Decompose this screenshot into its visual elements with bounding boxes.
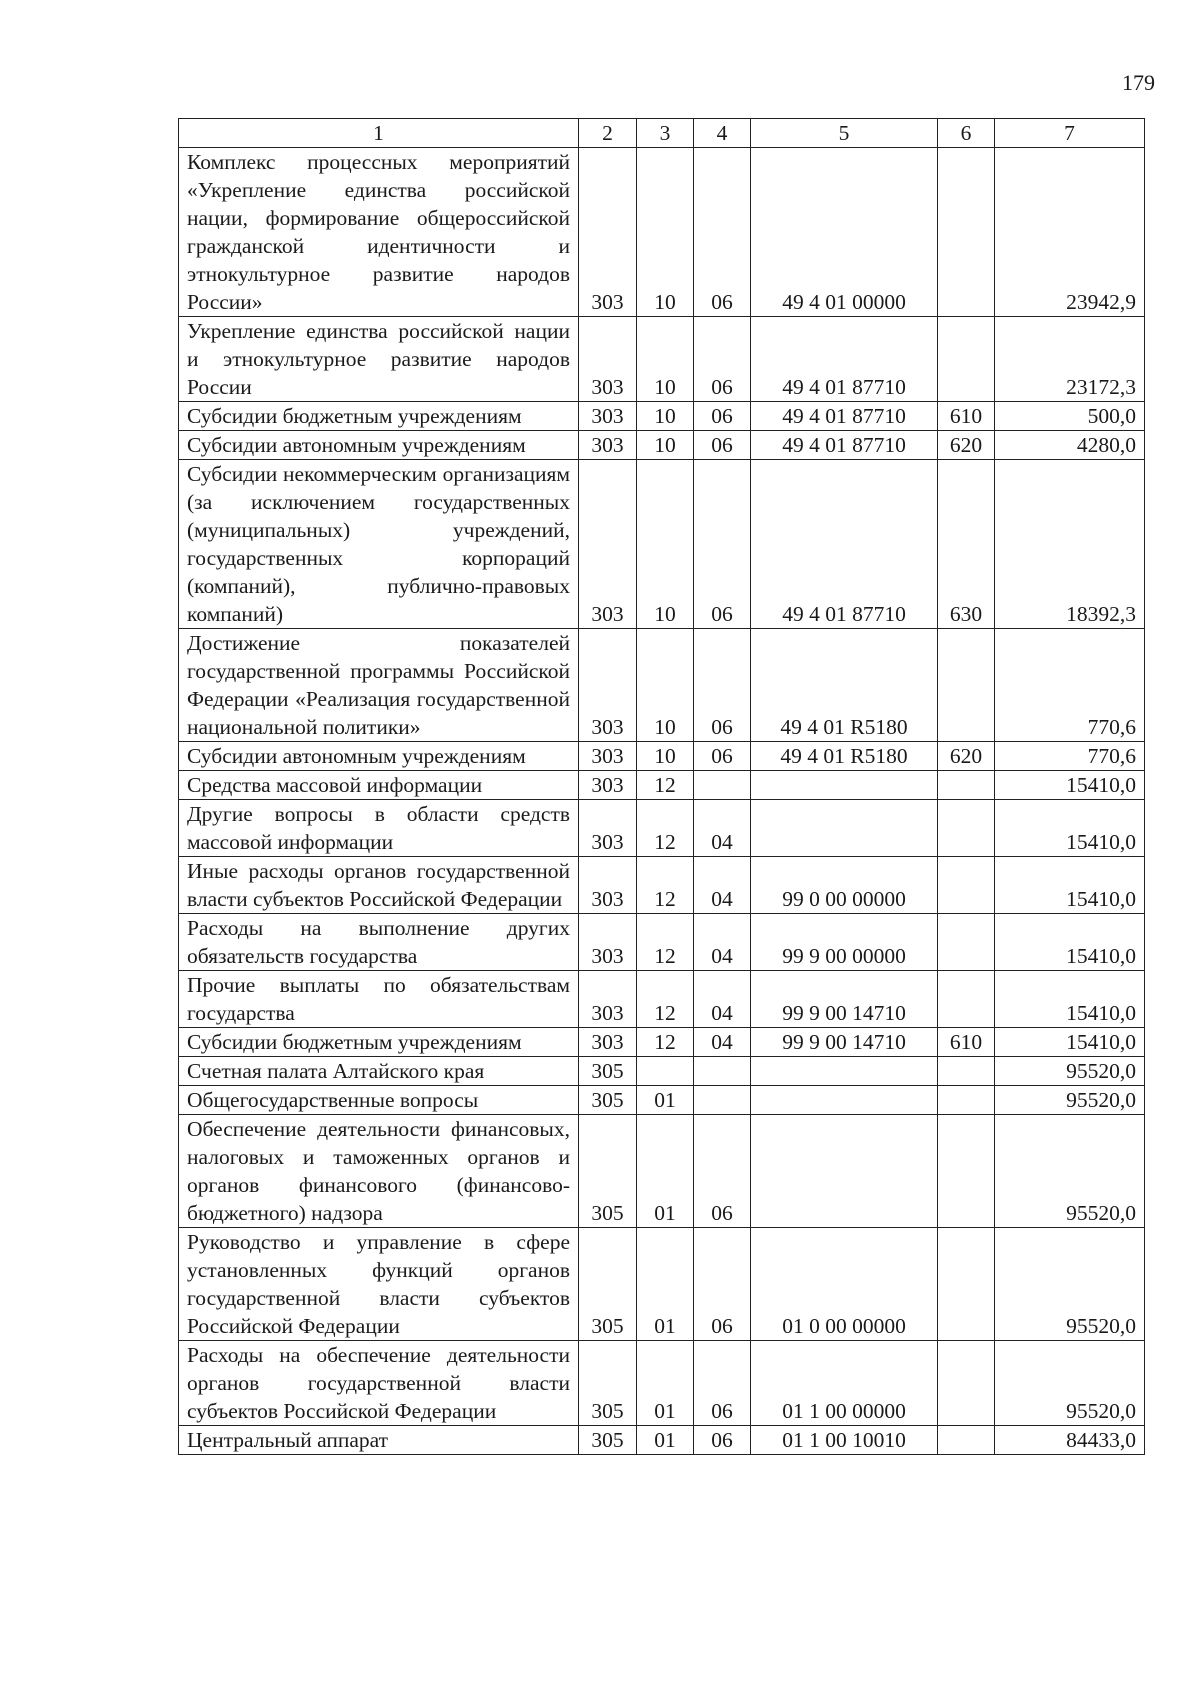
table-row — [179, 1341, 1145, 1426]
row-expense-type: 610 — [938, 402, 995, 431]
table-row — [179, 1057, 1145, 1086]
budget-table — [178, 118, 1145, 1455]
row-ministry-code: 303 — [579, 971, 637, 1028]
row-expense-type: 620 — [938, 431, 995, 460]
table-row — [179, 857, 1145, 914]
row-subsection: 06 — [694, 402, 751, 431]
row-name: Иные расходы органов государственной власти субъектов Российской Федерации — [179, 857, 579, 914]
row-subsection: 06 — [694, 629, 751, 742]
row-ministry-code: 303 — [579, 431, 637, 460]
row-section: 10 — [637, 629, 694, 742]
row-amount: 15410,0 — [995, 857, 1145, 914]
table-header — [179, 119, 1145, 148]
table-row — [179, 971, 1145, 1028]
row-ministry-code: 305 — [579, 1115, 637, 1228]
row-ministry-code: 305 — [579, 1228, 637, 1341]
row-subsection: 06 — [694, 742, 751, 771]
row-section: 12 — [637, 771, 694, 800]
row-target-article: 49 4 01 87710 — [751, 431, 938, 460]
row-target-article — [751, 800, 938, 857]
row-target-article — [751, 1057, 938, 1086]
row-target-article: 49 4 01 00000 — [751, 148, 938, 317]
row-section: 12 — [637, 857, 694, 914]
row-subsection: 04 — [694, 857, 751, 914]
table-row — [179, 148, 1145, 317]
table-row — [179, 402, 1145, 431]
row-subsection: 06 — [694, 460, 751, 629]
row-subsection: 04 — [694, 1028, 751, 1057]
row-target-article: 49 4 01 87710 — [751, 317, 938, 402]
row-expense-type — [938, 857, 995, 914]
row-section: 01 — [637, 1341, 694, 1426]
row-section: 10 — [637, 317, 694, 402]
row-name: Субсидии автономным учреждениям — [179, 431, 579, 460]
table-row — [179, 1028, 1145, 1057]
row-amount: 95520,0 — [995, 1057, 1145, 1086]
table-row — [179, 1228, 1145, 1341]
page-number: 179 — [1122, 70, 1155, 95]
row-subsection: 06 — [694, 148, 751, 317]
row-name: Другие вопросы в области средств массовой информации — [179, 800, 579, 857]
row-name: Субсидии автономным учреждениям — [179, 742, 579, 771]
table-row — [179, 1086, 1145, 1115]
row-amount: 15410,0 — [995, 1028, 1145, 1057]
row-name: Субсидии некоммерческим организациям (за исключением государственных (муниципальных) учреждений, государственных корпораций (компаний), публично-правовых компаний) — [179, 460, 579, 629]
header-col-1: 1 — [179, 119, 579, 148]
row-expense-type — [938, 1115, 995, 1228]
row-ministry-code: 305 — [579, 1057, 637, 1086]
header-col-6: 6 — [938, 119, 995, 148]
row-amount: 15410,0 — [995, 800, 1145, 857]
row-expense-type — [938, 771, 995, 800]
header-col-2: 2 — [579, 119, 637, 148]
row-ministry-code: 303 — [579, 857, 637, 914]
row-section: 01 — [637, 1086, 694, 1115]
table-row — [179, 914, 1145, 971]
table-row — [179, 629, 1145, 742]
row-amount: 95520,0 — [995, 1341, 1145, 1426]
row-amount: 23942,9 — [995, 148, 1145, 317]
row-section: 01 — [637, 1115, 694, 1228]
row-subsection: 06 — [694, 1341, 751, 1426]
row-expense-type: 610 — [938, 1028, 995, 1057]
row-target-article: 49 4 01 R5180 — [751, 742, 938, 771]
table-row — [179, 460, 1145, 629]
row-subsection: 06 — [694, 317, 751, 402]
row-target-article — [751, 1086, 938, 1115]
row-subsection: 04 — [694, 971, 751, 1028]
table-row — [179, 431, 1145, 460]
row-name: Средства массовой информации — [179, 771, 579, 800]
table-row — [179, 317, 1145, 402]
row-subsection: 04 — [694, 800, 751, 857]
row-ministry-code: 303 — [579, 629, 637, 742]
row-ministry-code: 303 — [579, 1028, 637, 1057]
row-target-article: 49 4 01 87710 — [751, 402, 938, 431]
row-ministry-code: 303 — [579, 317, 637, 402]
row-expense-type — [938, 1228, 995, 1341]
row-section: 12 — [637, 1028, 694, 1057]
row-ministry-code: 303 — [579, 402, 637, 431]
row-target-article: 49 4 01 R5180 — [751, 629, 938, 742]
row-expense-type — [938, 914, 995, 971]
row-target-article: 99 9 00 00000 — [751, 914, 938, 971]
row-target-article: 99 0 00 00000 — [751, 857, 938, 914]
row-name: Общегосударственные вопросы — [179, 1086, 579, 1115]
row-section — [637, 1057, 694, 1086]
row-name: Обеспечение деятельности финансовых, налоговых и таможенных органов и органов финансового (финансово-бюджетного) надзора — [179, 1115, 579, 1228]
row-name: Центральный аппарат — [179, 1426, 579, 1455]
table-row — [179, 800, 1145, 857]
row-name: Достижение показателей государственной программы Российской Федерации «Реализация государственной национальной политики» — [179, 629, 579, 742]
table-body — [179, 148, 1145, 1455]
row-expense-type — [938, 148, 995, 317]
row-expense-type — [938, 1057, 995, 1086]
row-target-article: 01 1 00 10010 — [751, 1426, 938, 1455]
row-name: Комплекс процессных мероприятий «Укрепление единства российской нации, формирование общероссийской гражданской идентичности и этнокультурное развитие народов России» — [179, 148, 579, 317]
header-col-4: 4 — [694, 119, 751, 148]
row-amount: 770,6 — [995, 629, 1145, 742]
row-expense-type — [938, 971, 995, 1028]
row-ministry-code: 303 — [579, 914, 637, 971]
row-subsection: 06 — [694, 1426, 751, 1455]
row-amount: 95520,0 — [995, 1228, 1145, 1341]
row-section: 10 — [637, 402, 694, 431]
row-expense-type: 630 — [938, 460, 995, 629]
row-subsection: 06 — [694, 1228, 751, 1341]
row-target-article: 99 9 00 14710 — [751, 971, 938, 1028]
row-name: Счетная палата Алтайского края — [179, 1057, 579, 1086]
row-name: Субсидии бюджетным учреждениям — [179, 402, 579, 431]
row-amount: 95520,0 — [995, 1086, 1145, 1115]
row-target-article — [751, 771, 938, 800]
row-ministry-code: 305 — [579, 1426, 637, 1455]
row-target-article: 49 4 01 87710 — [751, 460, 938, 629]
row-target-article: 01 1 00 00000 — [751, 1341, 938, 1426]
row-ministry-code: 303 — [579, 742, 637, 771]
row-ministry-code: 303 — [579, 800, 637, 857]
row-section: 01 — [637, 1228, 694, 1341]
row-name: Укрепление единства российской нации и этнокультурное развитие народов России — [179, 317, 579, 402]
row-section: 12 — [637, 800, 694, 857]
row-ministry-code: 303 — [579, 771, 637, 800]
row-ministry-code: 305 — [579, 1341, 637, 1426]
row-expense-type: 620 — [938, 742, 995, 771]
row-section: 10 — [637, 148, 694, 317]
table-row — [179, 1426, 1145, 1455]
row-ministry-code: 305 — [579, 1086, 637, 1115]
row-amount: 18392,3 — [995, 460, 1145, 629]
row-amount: 23172,3 — [995, 317, 1145, 402]
row-subsection — [694, 1086, 751, 1115]
row-name: Руководство и управление в сфере установленных функций органов государственной власти субъектов Российской Федерации — [179, 1228, 579, 1341]
header-col-7: 7 — [995, 119, 1145, 148]
table-row — [179, 1115, 1145, 1228]
row-subsection: 04 — [694, 914, 751, 971]
row-amount: 770,6 — [995, 742, 1145, 771]
row-amount: 4280,0 — [995, 431, 1145, 460]
row-section: 10 — [637, 742, 694, 771]
row-target-article: 99 9 00 14710 — [751, 1028, 938, 1057]
table-row — [179, 771, 1145, 800]
row-expense-type — [938, 317, 995, 402]
row-subsection: 06 — [694, 431, 751, 460]
row-ministry-code: 303 — [579, 460, 637, 629]
row-subsection — [694, 771, 751, 800]
row-expense-type — [938, 629, 995, 742]
row-amount: 15410,0 — [995, 971, 1145, 1028]
row-subsection: 06 — [694, 1115, 751, 1228]
header-row — [179, 119, 1145, 148]
row-name: Расходы на выполнение других обязательств государства — [179, 914, 579, 971]
row-amount: 500,0 — [995, 402, 1145, 431]
row-target-article — [751, 1115, 938, 1228]
row-name: Расходы на обеспечение деятельности органов государственной власти субъектов Российской Федерации — [179, 1341, 579, 1426]
row-amount: 84433,0 — [995, 1426, 1145, 1455]
table-row — [179, 742, 1145, 771]
row-amount: 15410,0 — [995, 914, 1145, 971]
row-section: 12 — [637, 914, 694, 971]
row-amount: 15410,0 — [995, 771, 1145, 800]
row-amount: 95520,0 — [995, 1115, 1145, 1228]
header-col-3: 3 — [637, 119, 694, 148]
row-expense-type — [938, 1426, 995, 1455]
header-col-5: 5 — [751, 119, 938, 148]
row-name: Субсидии бюджетным учреждениям — [179, 1028, 579, 1057]
row-expense-type — [938, 1086, 995, 1115]
row-target-article: 01 0 00 00000 — [751, 1228, 938, 1341]
row-expense-type — [938, 800, 995, 857]
row-section: 10 — [637, 431, 694, 460]
row-expense-type — [938, 1341, 995, 1426]
row-name: Прочие выплаты по обязательствам государства — [179, 971, 579, 1028]
row-section: 12 — [637, 971, 694, 1028]
row-subsection — [694, 1057, 751, 1086]
row-ministry-code: 303 — [579, 148, 637, 317]
row-section: 10 — [637, 460, 694, 629]
row-section: 01 — [637, 1426, 694, 1455]
